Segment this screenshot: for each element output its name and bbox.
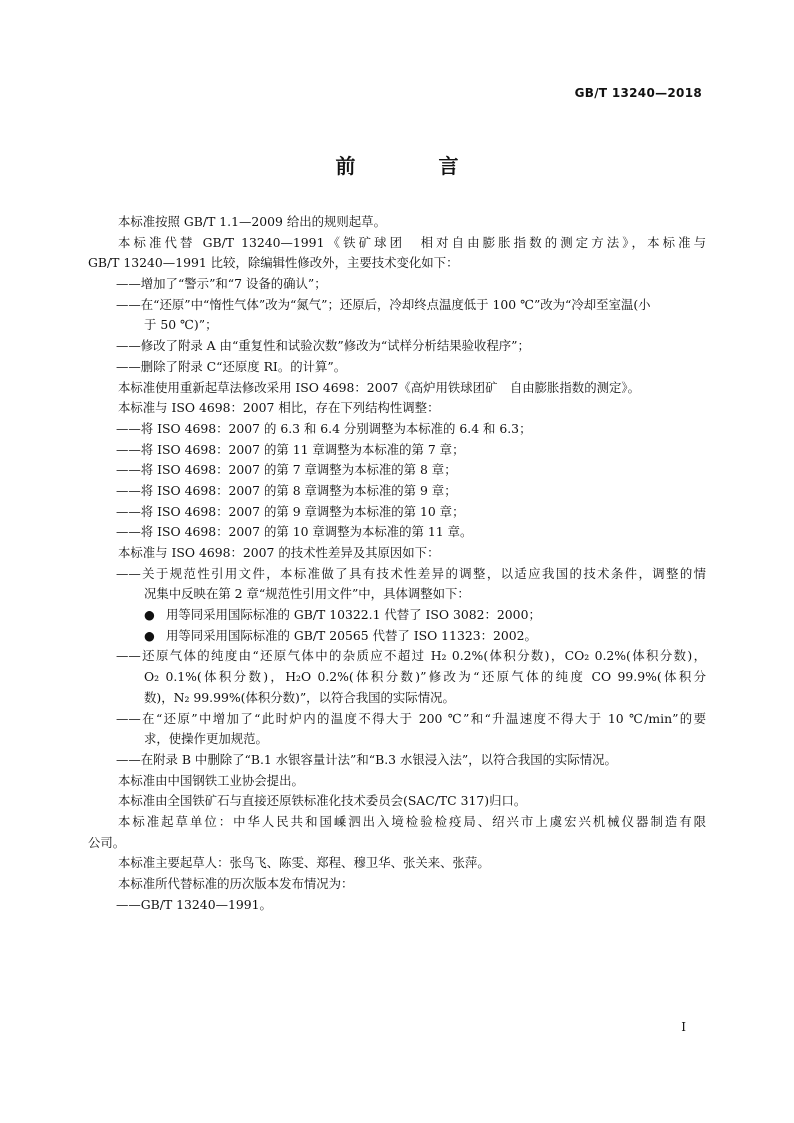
bullet-icon: ● [144,607,155,623]
paragraph-line: GB/T 13240—1991 比较，除编辑性修改外，主要技术变化如下： [88,255,459,271]
page-number: I [681,1020,686,1034]
dash-item: ——在“还原”中增加了“此时炉内的温度不得大于 200 ℃”和“升温速度不得大于 10 ℃/min”的要 [116,710,706,726]
paragraph-line: 公司。 [88,834,126,850]
dash-item: ——在附录 B 中删除了“B.1 水银容量计法”和“B.3 水银浸入法”，以符合我国的实际情况。 [116,751,617,767]
page-title: 前 言 [335,154,497,178]
bullet-item [88,605,706,626]
dash-item-continuation: 况集中反映在第 2 章“规范性引用文件”中，具体调整如下： [144,586,470,602]
bullet-item [88,626,706,647]
paragraph-line: 本标准代替 GB/T 13240—1991《铁矿球团 相对自由膨胀指数的测定方法》，本标准与 [118,234,706,250]
bullet-text: 用等同采用国际标准的 GB/T 20565 代替了 ISO 11323：2002。 [166,627,537,643]
dash-item: ——将 ISO 4698：2007 的第 10 章调整为本标准的第 11 章。 [116,524,473,540]
dash-item: ——修改了附录 A 由“重复性和试验次数”修改为“试样分析结果验收程序”； [116,338,530,354]
standard-code: GB/T 13240—2018 [574,86,702,100]
dash-item: ——删除了附录 C“还原度 RI。的计算”。 [116,358,347,374]
foreword-body [88,212,706,915]
dash-item: ——将 ISO 4698：2007 的 6.3 和 6.4 分别调整为本标准的 6.4 和 6.3； [116,420,532,436]
paragraph-line: 本标准按照 GB/T 1.1—2009 给出的规则起草。 [118,214,386,229]
dash-item: ——将 ISO 4698：2007 的第 7 章调整为本标准的第 8 章； [116,462,457,478]
dash-item: ——将 ISO 4698：2007 的第 11 章调整为本标准的第 7 章； [116,441,465,457]
paragraph-line: 本标准主要起草人：张鸟飞、陈雯、郑程、穆卫华、张关来、张萍。 [118,855,490,871]
paragraph-line: 本标准起草单位：中华人民共和国嵊泗出入境检验检疫局、绍兴市上虞宏兴机械仪器制造有限 [118,813,706,829]
dash-item: ——将 ISO 4698：2007 的第 9 章调整为本标准的第 10 章； [116,503,465,519]
dash-item-continuation: 求，使操作更加规范。 [144,731,268,747]
dash-item: ——将 ISO 4698：2007 的第 8 章调整为本标准的第 9 章； [116,482,457,498]
bullet-text: 用等同采用国际标准的 GB/T 10322.1 代替了 ISO 3082：2000； [166,607,541,623]
paragraph-line: 本标准使用重新起草法修改采用 ISO 4698：2007《高炉用铁球团矿 自由膨胀指数的测定》。 [118,379,640,395]
paragraph-line: 本标准与 ISO 4698：2007 相比，存在下列结构性调整： [118,400,440,416]
dash-item: ——GB/T 13240—1991。 [116,896,272,912]
dash-item: ——还原气体的纯度由“还原气体中的杂质应不超过 H₂ 0.2%(体积分数)，CO₂ 0.2%(体积分数)， [116,648,706,664]
dash-item: ——关于规范性引用文件，本标准做了具有技术性差异的调整，以适应我国的技术条件，调整的情 [116,565,706,581]
paragraph-line: 本标准所代替标准的历次版本发布情况为： [118,876,354,891]
dash-item: ——在“还原”中“惰性气体”改为“氮气”；还原后，冷却终点温度低于 100 ℃”改为“冷却至室温(小 [116,296,651,312]
paragraph-line: 本标准与 ISO 4698：2007 的技术性差异及其原因如下： [118,545,440,560]
paragraph-line: 本标准由中国钢铁工业协会提出。 [118,772,304,788]
dash-item-continuation: 数)，N₂ 99.99%(体积分数)”，以符合我国的实际情况。 [144,689,455,705]
paragraph-line: 本标准由全国铁矿石与直接还原铁标准化技术委员会(SAC/TC 317)归口。 [118,793,527,809]
bullet-icon: ● [144,627,155,643]
dash-item-continuation: O₂ 0.1%(体积分数)，H₂O 0.2%(体积分数)”修改为“还原气体的纯度 CO 99.9%(体积分 [144,669,706,685]
dash-item: ——增加了“警示”和“7 设备的确认”； [116,276,327,292]
dash-item-continuation: 于 50 ℃)”； [144,317,218,333]
